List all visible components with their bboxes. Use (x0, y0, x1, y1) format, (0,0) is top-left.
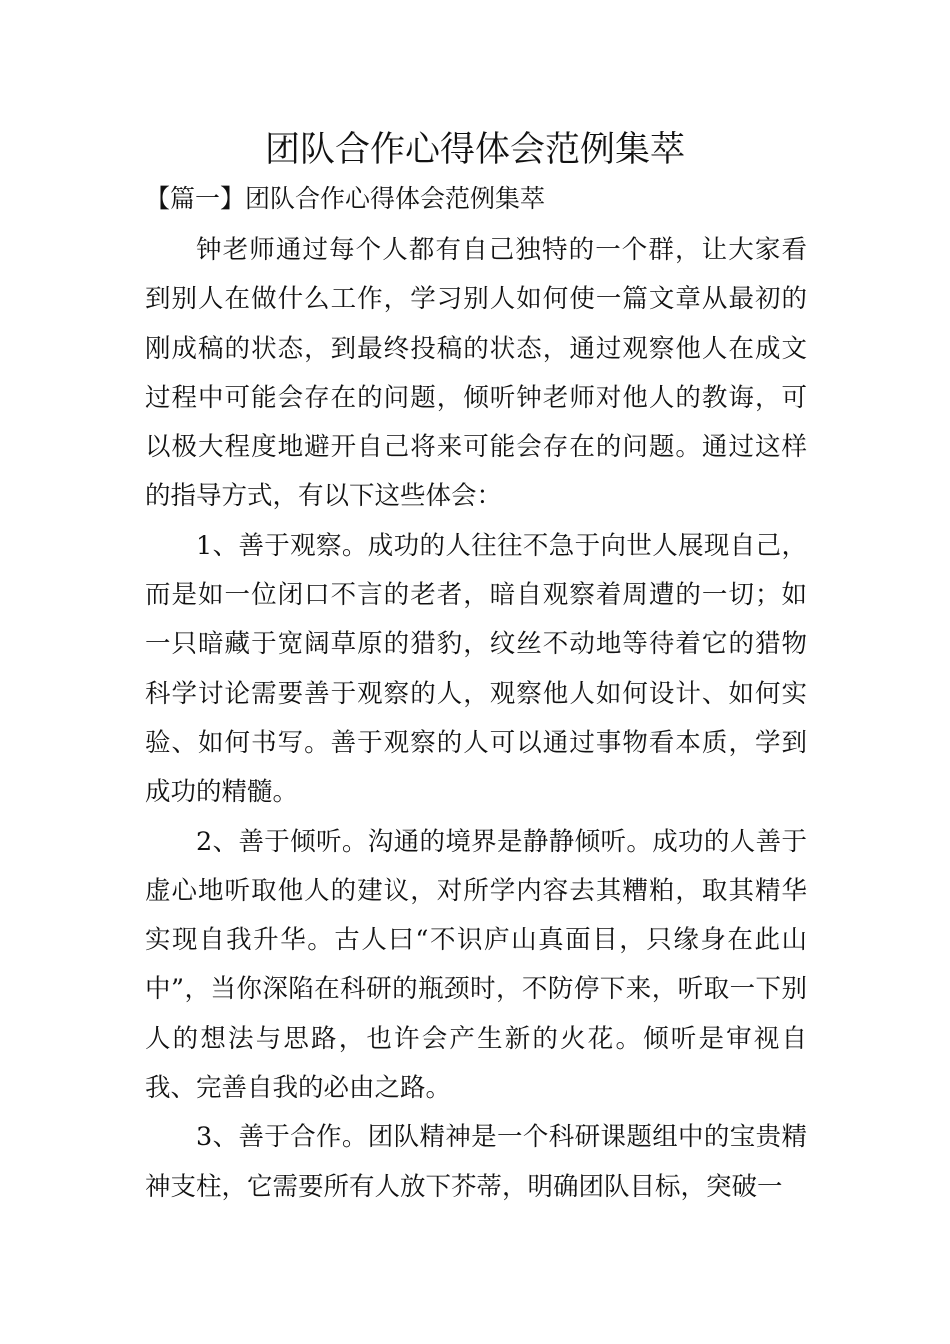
section-heading: 【篇一】团队合作心得体会范例集萃 (145, 184, 546, 213)
document-title: 团队合作心得体会范例集萃 (264, 130, 685, 170)
paragraph-cooperate: 3、善于合作。团队精神是一个科研课题组中的宝贵精神支柱，它需要所有人放下芥蒂，明确团队目标，突破一 (145, 1122, 807, 1202)
document-body (145, 226, 807, 1212)
paragraph-observe: 1、善于观察。成功的人往往不急于向世人展现自己，而是如一位闭口不言的老者，暗自观察着周遭的一切；如一只暗藏于宽阔草原的猎豹，纹丝不动地等待着它的猎物科学讨论需要善于观察的人，观察他人如何设计、如何实验、如何书写。善于观察的人可以通过事物看本质，学到成功的精髓。 (145, 530, 807, 808)
paragraph-intro: 钟老师通过每个人都有自己独特的一个群，让大家看到别人在做什么工作，学习别人如何使一篇文章从最初的刚成稿的状态，到最终投稿的状态，通过观察他人在成文过程中可能会存在的问题，倾听钟老师对他人的教诲，可以极大程度地避开自己将来可能会存在的问题。通过这样的指导方式，有以下这些体会： (145, 235, 807, 512)
paragraph-listen: 2、善于倾听。沟通的境界是静静倾听。成功的人善于虚心地听取他人的建议，对所学内容去其糟粕，取其精华实现自我升华。古人曰“不识庐山真面目，只缘身在此山中”，当你深陷在科研的瓶颈时，不防停下来，听取一下别人的想法与思路，也许会产生新的火花。倾听是审视自我、完善自我的必由之路。 (145, 826, 807, 1104)
